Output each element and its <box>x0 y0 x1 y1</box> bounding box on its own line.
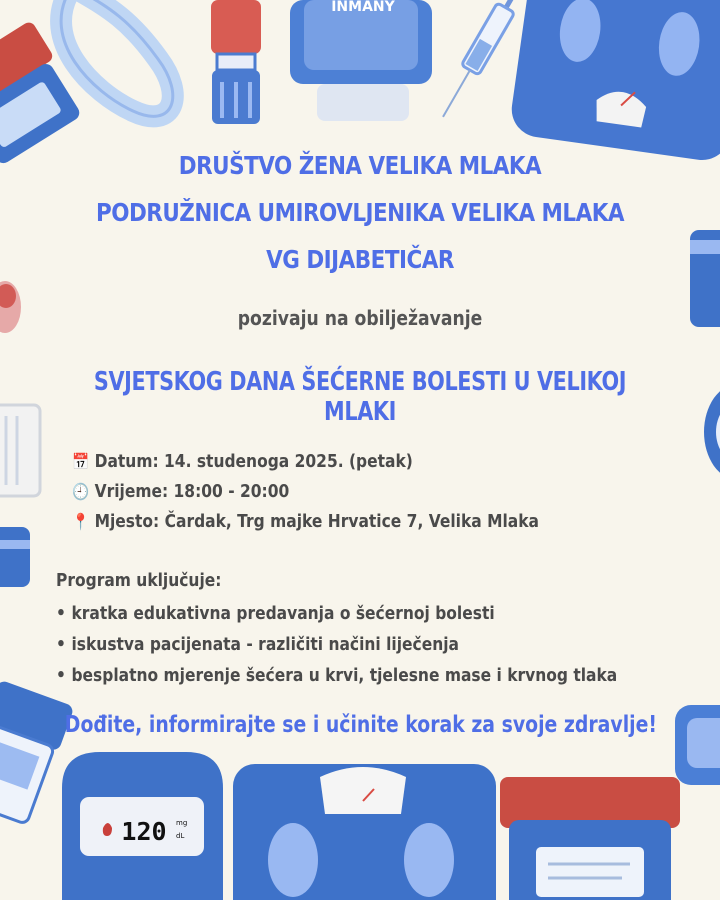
program-item-3: • besplatno mjerenje šećera u krvi, tjelesne mase i krvnog tlaka <box>56 660 617 691</box>
medicine-bottle <box>290 0 432 121</box>
glucometer-unit-top: mg <box>176 819 188 827</box>
calendar-icon: 📅 <box>72 452 90 471</box>
event-date-text: Datum: 14. studenoga 2025. (petak) <box>94 451 413 472</box>
event-location <box>72 507 539 537</box>
glucometer-unit-bottom: dL <box>176 832 185 840</box>
program-list <box>56 598 617 691</box>
organizer-line-1: DRUŠTVO ŽENA VELIKA MLAKA <box>178 151 542 180</box>
program-item-1: • kratka edukativna predavanja o šećernoj bolesti <box>56 598 617 629</box>
measuring-tape-illustration <box>61 0 173 116</box>
event-location-text: Mjesto: Čardak, Trg majke Hrvatice 7, Velika Mlaka <box>94 511 540 532</box>
organizer-line-3: VG DIJABETIČAR <box>266 245 454 274</box>
glucometer-reading: 120 <box>121 817 167 846</box>
bottom-right-edge-device <box>675 705 720 785</box>
event-date <box>72 447 413 477</box>
glucometer-illustration <box>62 752 223 900</box>
right-edge-device <box>704 384 720 480</box>
left-edge-capsule <box>0 281 21 333</box>
clock-icon: 🕘 <box>72 482 90 501</box>
bathroom-scale-bottom <box>233 764 496 900</box>
left-edge-cap <box>0 527 30 587</box>
syringe-illustration <box>434 0 524 122</box>
left-edge-box <box>0 405 40 496</box>
medicine-label-text: INMANY <box>331 0 395 15</box>
call-to-action: Dođite, informirajte se i učinite korak za svoje zdravlje! <box>64 712 658 738</box>
right-edge-cap <box>690 230 720 327</box>
event-time-text: Vrijeme: 18:00 - 20:00 <box>94 481 290 502</box>
program-item-2: • iskustva pacijenata - različiti načini liječenja <box>56 629 617 660</box>
medicine-jar-bottom-right <box>500 777 680 900</box>
insulin-pen <box>211 0 261 124</box>
bathroom-scale-top-right <box>508 0 720 164</box>
event-time <box>72 477 289 507</box>
program-title: Program uključuje: <box>56 570 222 591</box>
organizer-line-2: PODRUŽNICA UMIROVLJENIKA VELIKA MLAKA <box>95 198 625 227</box>
event-title: SVJETSKOG DANA ŠEĆERNE BOLESTI U VELIKOJ MLAKI <box>93 367 627 427</box>
invitation-text: pozivaju na obilježavanje <box>237 306 483 330</box>
pin-icon: 📍 <box>72 512 90 531</box>
